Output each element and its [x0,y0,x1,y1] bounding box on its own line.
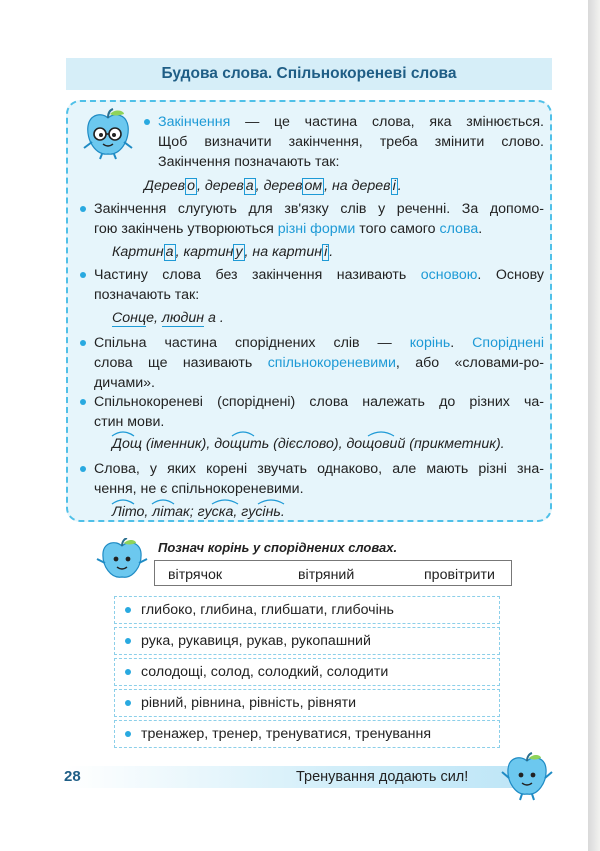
footer-slogan: Тренування додають сил! [296,769,469,785]
term-slova: слова [439,221,479,237]
rule2-line2 [94,219,482,239]
term-korin: корінь [409,335,451,351]
rule4-text: слова ще називають [94,355,268,371]
rule2-text: гою закінчень утворюються [94,221,278,237]
stem-word: Сонц [112,310,147,326]
rule1-line1-text: — це частина слова, яка змінюється. [230,114,544,130]
rule3-text: . Основу [477,267,544,283]
rule1-line2: Щоб визначити закінчення, треба змінити слово. [158,134,544,150]
page-title [66,58,552,90]
task-instruction: Познач корінь у споріднених словах. [158,540,398,555]
rule2-text: того самого [355,221,440,237]
exercise-row[interactable] [114,627,500,655]
rule1-example [144,176,402,196]
rule3-line2: позначають так: [94,287,200,303]
rule1-line3: Закінчення позначають так: [158,154,340,170]
bullet-icon [125,607,131,613]
term-spilnokorenevi: спільнокореневими [267,355,396,371]
example-sep: , на [244,244,273,260]
stem-word: людин [161,310,205,326]
bullet-icon [125,669,131,675]
term-osnova: основою [420,267,478,283]
term-zakinchennia: Закінчення [158,114,231,130]
example-end: е, [146,310,158,326]
ending-box: і [324,244,328,260]
rule3-line1 [94,265,544,285]
ending-box: о [187,178,195,194]
rule2-example [112,242,333,262]
exercise-row[interactable] [114,658,500,686]
bullet-icon [80,340,86,346]
ending-box: у [235,244,243,260]
ending-box: і [392,178,396,194]
example-stem: дерев [263,178,303,194]
page-number: 28 [64,768,81,785]
example-end: а [208,310,216,326]
term-rizni-formy: різні форми [277,221,356,237]
exercise-row[interactable] [114,720,500,748]
example-sep: , [196,178,205,194]
rule1-line1 [158,112,544,132]
bullet-icon [80,272,86,278]
rule4-text: . [450,335,473,351]
rule6-example: Літо, літак; гуска, гусінь. [112,504,285,520]
example-sep: . [329,244,334,260]
term-sporidneni: Споріднені [472,335,544,351]
example-sep: , [175,244,184,260]
exercise-words: рівний, рівнина, рівність, рівняти [141,695,357,711]
exercise-words: рука, рукавиця, рукав, рукопашний [141,633,371,649]
bullet-icon [144,119,150,125]
ending-box: а [245,178,254,194]
rule5-line1: Спільнокореневі (споріднені) слова належать до різних ча- [94,394,544,410]
exercise-row[interactable] [114,689,500,717]
rule3-example [112,308,224,328]
rule5-line2: стин мови. [94,414,165,430]
exercise-words: солодощі, солод, солодкий, солодити [141,664,389,680]
exercise-words: тренажер, тренер, тренуватися, тренування [141,726,432,742]
bullet-icon [80,399,86,405]
sample-word: провітрити [424,567,495,583]
rule2-line1: Закінчення слугують для зв'язку слів у реченні. За допомо- [94,201,544,217]
rule3-text: Частину слова без закінчення називають [94,267,421,283]
example-stem: Дерев [144,178,186,194]
example-sep: , на [324,178,352,194]
example-stem: Картин [112,244,164,260]
bullet-icon [125,700,131,706]
rule5-example: Дощ (іменник), дощить (дієслово), дощовий (прикметник). [112,436,505,452]
exercise-row[interactable] [114,596,500,624]
rule2-text: . [478,221,483,237]
example-stem: картин [272,244,323,260]
rule4-line2 [94,353,544,373]
example-stem: дерев [204,178,244,194]
ending-box: ом [304,178,323,194]
example-stem: картин [183,244,234,260]
bullet-icon [125,638,131,644]
example-stem: дерев [351,178,391,194]
example-sep: , [255,178,264,194]
rule4-line3: дичами». [94,375,155,391]
rule4-text: , або «словами-ро- [395,355,544,371]
sample-word: вітрячок [168,567,223,583]
bullet-icon [80,206,86,212]
exercise-words: глибоко, глибина, глибшати, глибочінь [141,602,394,618]
apple-mascot-icon [96,538,148,582]
apple-mascot-glasses-icon [80,108,136,160]
page-edge-shadow [588,0,600,851]
rule6-line2: чення, не є спільнокореневими. [94,481,304,497]
page-title-text: Будова слова. Спільнокореневі слова [161,65,457,82]
ending-box: а [165,244,174,260]
rule6-line1: Слова, у яких корені звучать однаково, але мають різні зна- [94,461,544,477]
bullet-icon [80,466,86,472]
example-sep: . [219,310,224,326]
example-sep: . [397,178,402,194]
sample-word: вітряний [298,567,355,583]
rule4-line1 [94,333,544,353]
apple-mascot-footer-icon [500,752,554,802]
bullet-icon [125,731,131,737]
rule4-text: Спільна частина споріднених слів — [94,335,410,351]
